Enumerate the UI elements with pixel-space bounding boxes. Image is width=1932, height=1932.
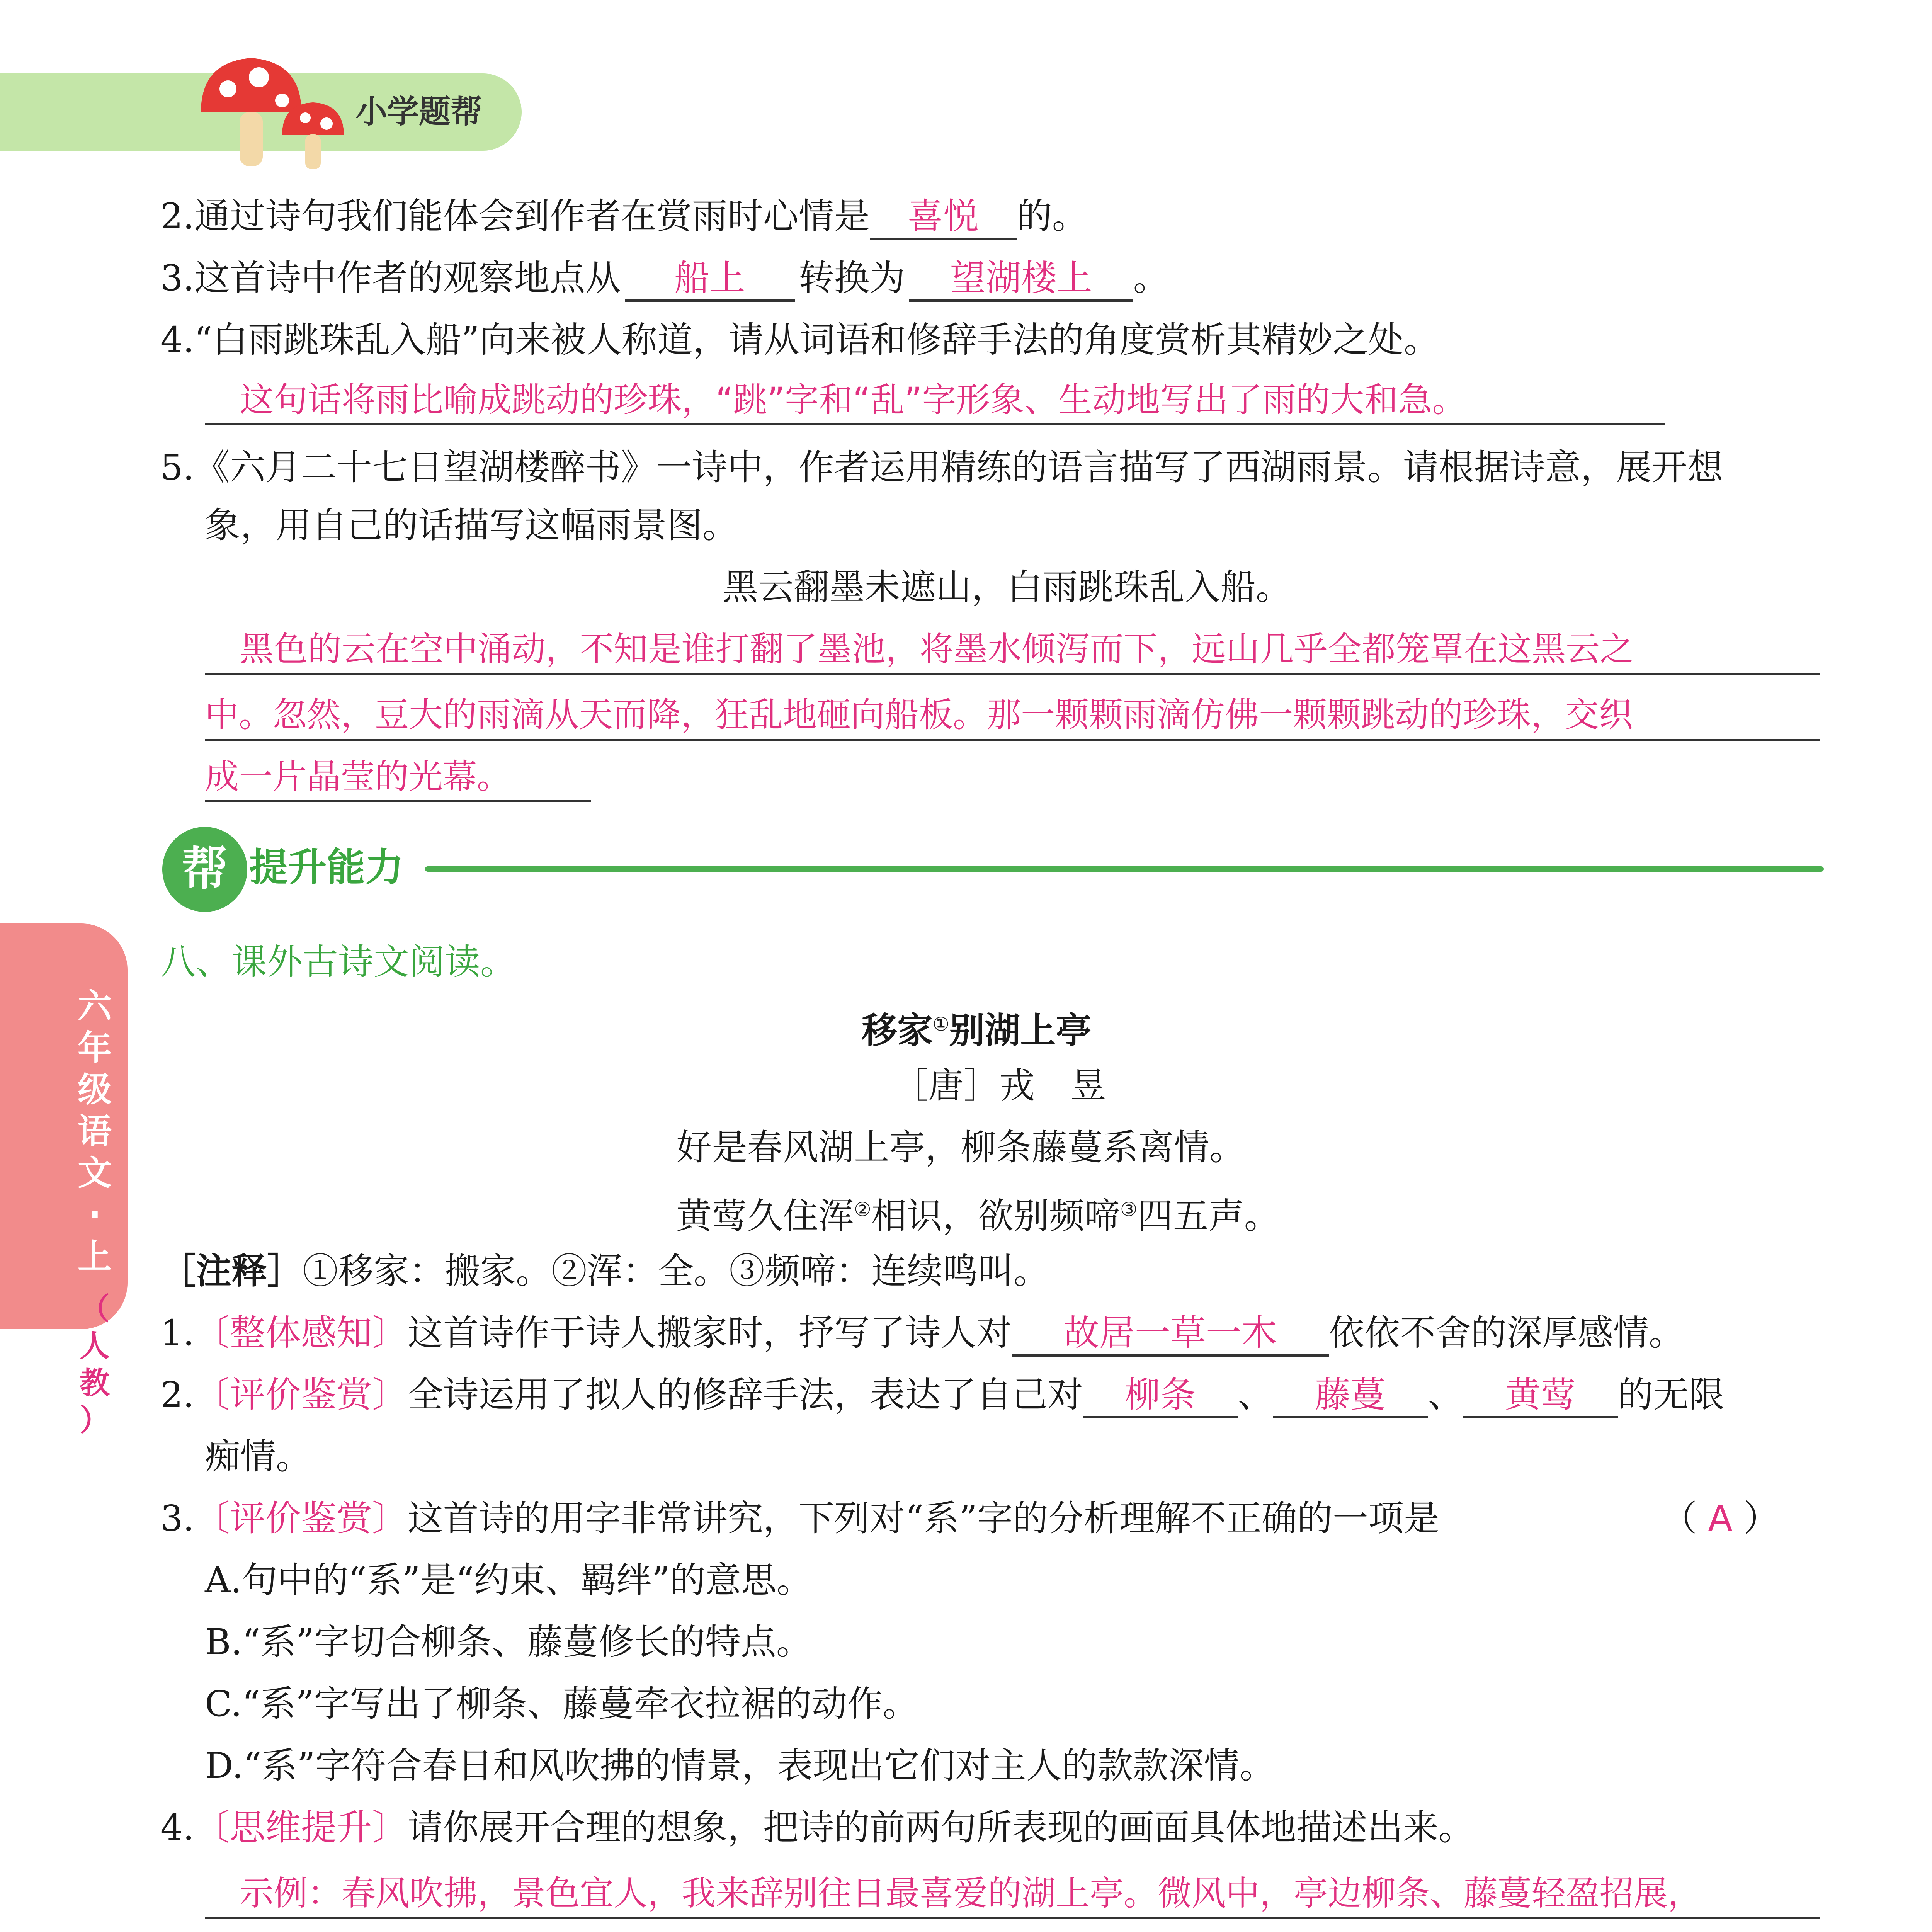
q5-line2: 象，用自己的话描写这幅雨景图。 xyxy=(205,505,738,546)
p2-q2-answer3[interactable]: 黄莺 xyxy=(1463,1374,1618,1418)
brand-title: 小学题帮 xyxy=(355,94,483,130)
q4: 4.“白雨跳珠乱入船”向来被人称道，请从词语和修辞手法的角度赏析其精妙之处。 xyxy=(160,319,1439,361)
part2-heading: 八、课外古诗文阅读。 xyxy=(160,941,516,983)
poem-notes: ［注释］①移家：搬家。②浑：全。③频啼：连续鸣叫。 xyxy=(160,1250,1049,1292)
poem-line2: 黄莺久住浑②相识，欲别频啼③四五声。 xyxy=(676,1195,1280,1237)
p2-q4-answer-line2[interactable] xyxy=(205,1930,1055,1932)
section-title-improve: 提升能力 xyxy=(249,845,404,890)
bang-badge: 帮 xyxy=(162,827,247,912)
q5-answer-line1[interactable]: 黑色的云在空中涌动，不知是谁打翻了墨池，将墨水倾泻而下，远山几乎全都笼罩在这黑云之 xyxy=(240,629,1634,669)
p2-q4: 4.〔思维提升〕请你展开合理的想象，把诗的前两句所表现的画面具体地描述出来。 xyxy=(160,1807,1474,1848)
p2-q2-answer1[interactable]: 柳条 xyxy=(1083,1374,1238,1418)
q5-line1: 5.《六月二十七日望湖楼醉书》一诗中，作者运用精练的语言描写了西湖雨景。请根据诗意，展开想 xyxy=(160,447,1723,488)
p2-q4-answer-line1[interactable]: 示例：春风吹拂，景色宜人，我来辞别往日最喜爱的湖上亭。微风中，亭边柳条、藤蔓轻盈招展， xyxy=(240,1873,1702,1913)
q2-answer[interactable]: 喜悦 xyxy=(870,195,1017,240)
p2-q3-answer[interactable]: A xyxy=(1708,1498,1733,1539)
mushroom-logo xyxy=(193,46,355,178)
p2-q1-answer[interactable]: 故居一草一木 xyxy=(1012,1312,1329,1357)
q3-answer1[interactable]: 船上 xyxy=(625,257,795,302)
q5-answer-line2[interactable]: 中。忽然，豆大的雨滴从天而降，狂乱地砸向船板。那一颗颗雨滴仿佛一颗颗跳动的珍珠，交织 xyxy=(205,695,1633,735)
poem-title: 移家①别湖上亭 xyxy=(862,1010,1092,1051)
q5-answer-line3[interactable]: 成一片晶莹的光幕。 xyxy=(205,757,511,796)
p2-q3-option-b: B.“系”字切合柳条、藤蔓修长的特点。 xyxy=(205,1621,812,1663)
side-grade-label: 六 年 级 语 文 · 上 xyxy=(77,986,112,1276)
q3-answer2[interactable]: 望湖楼上 xyxy=(909,257,1133,302)
p2-q4-underline1 xyxy=(205,1917,1820,1919)
q3: 3.这首诗中作者的观察地点从 船上 转换为 望湖楼上 。 xyxy=(160,255,1169,302)
q5-poem: 黑云翻墨未遮山，白雨跳珠乱入船。 xyxy=(723,566,1292,608)
p2-q3: 3.〔评价鉴赏〕这首诗的用字非常讲究，下列对“系”字的分析理解不正确的一项是 xyxy=(160,1498,1439,1539)
side-edition-label: （ 人 教 ） xyxy=(79,1292,110,1438)
q2: 2.通过诗句我们能体会到作者在赏雨时心情是 喜悦 的。 xyxy=(160,193,1088,240)
q5-underline3 xyxy=(205,800,591,802)
q4-answer[interactable]: 这句话将雨比喻成跳动的珍珠，“跳”字和“乱”字形象、生动地写出了雨的大和急。 xyxy=(240,380,1466,420)
p2-q3-answer-bracket: （ A ） xyxy=(1662,1495,1779,1542)
q4-answer-line xyxy=(205,423,1665,425)
p2-q3-option-d: D.“系”字符合春日和风吹拂的情景，表现出它们对主人的款款深情。 xyxy=(205,1745,1275,1786)
section-divider xyxy=(425,866,1824,872)
p2-q2: 2.〔评价鉴赏〕全诗运用了拟人的修辞手法，表达了自己对 柳条 、 藤蔓 、 黄莺 的无限 xyxy=(160,1372,1725,1418)
poem-author: ［唐］戎 昱 xyxy=(893,1065,1106,1106)
p2-q1: 1.〔整体感知〕这首诗作于诗人搬家时，抒写了诗人对 故居一草一木 依依不舍的深厚感情。 xyxy=(160,1310,1684,1357)
p2-q2-cont: 痴情。 xyxy=(205,1436,312,1477)
poem-line1: 好是春风湖上亭，柳条藤蔓系离情。 xyxy=(676,1127,1245,1168)
p2-q2-answer2[interactable]: 藤蔓 xyxy=(1273,1374,1428,1418)
p2-q3-option-a: A.句中的“系”是“约束、羁绊”的意思。 xyxy=(205,1560,812,1601)
p2-q3-option-c: C.“系”字写出了柳条、藤蔓牵衣拉裾的动作。 xyxy=(205,1683,918,1725)
q5-underline2 xyxy=(205,739,1820,741)
q5-underline1 xyxy=(205,673,1820,675)
